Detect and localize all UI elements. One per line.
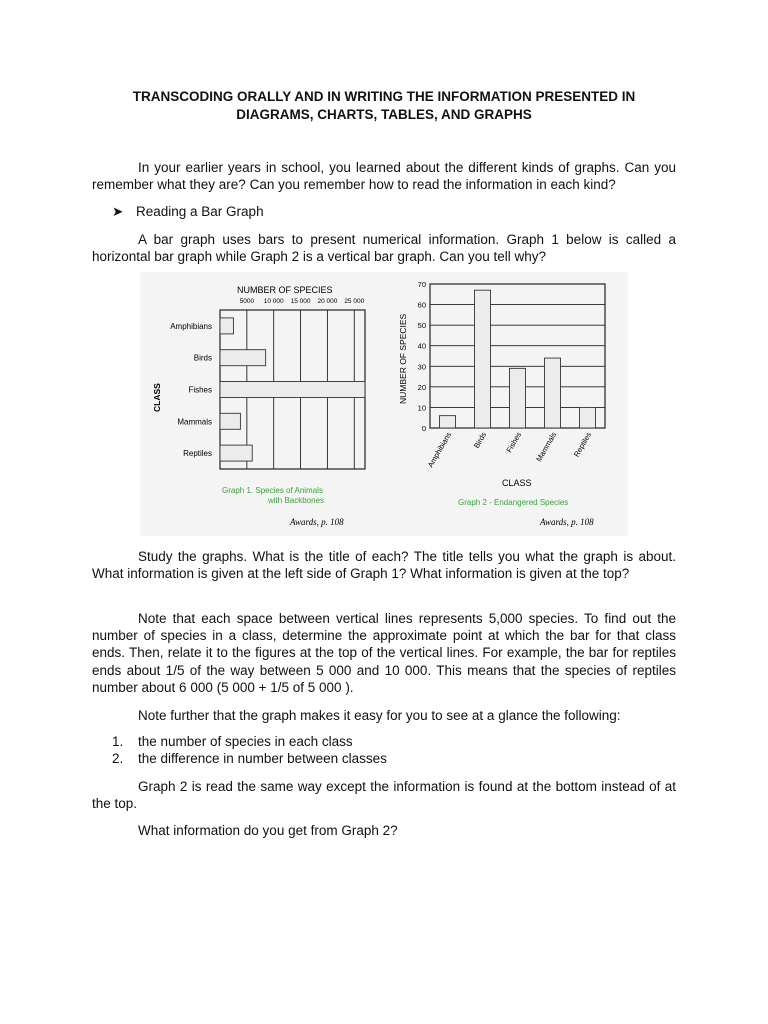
graph1-tick-label: 15 000 <box>290 298 311 305</box>
graph2-category-label: Mammals <box>534 430 559 464</box>
graph1-tick-label: 20 000 <box>317 298 338 305</box>
graph1-category-label: Fishes <box>188 385 212 395</box>
graph1-tick-label: 25 000 <box>344 298 365 305</box>
graph-1 <box>152 285 365 527</box>
graph1-tick-label: 10 000 <box>263 298 284 305</box>
graph1-bar <box>220 318 233 334</box>
graph2-bar <box>440 416 456 428</box>
question-paragraph: What information do you get from Graph 2? <box>138 823 398 838</box>
list-text: the number of species in each class <box>138 734 353 749</box>
graph2-bar <box>475 290 491 428</box>
graphs-figure <box>140 272 628 536</box>
title-line-2: DIAGRAMS, CHARTS, TABLES, AND GRAPHS <box>236 107 532 122</box>
graph2-paragraph: Graph 2 is read the same way except the information is found at the bottom instead of at the top. <box>92 779 676 812</box>
graph2-source: Awards, p. 108 <box>540 517 594 527</box>
graph2-tick-label: 50 <box>417 321 426 331</box>
graph2-tick-label: 20 <box>417 382 426 392</box>
graph1-category-label: Mammals <box>177 417 212 427</box>
list-item <box>112 751 387 766</box>
list-item <box>112 734 353 749</box>
graph1-category-label: Reptiles <box>183 449 212 459</box>
intro-paragraph: In your earlier years in school, you learned about the different kinds of graphs. Can you remember what they are? Can you remember how to read the information in each kind? <box>92 160 676 193</box>
bar-intro-paragraph: A bar graph uses bars to present numerical information. Graph 1 below is called a horizontal bar graph while Graph 2 is a vertical bar graph. Can you tell why? <box>92 232 676 265</box>
graph2-y-label: NUMBER OF SPECIES <box>398 313 408 404</box>
graph2-category-label: Birds <box>471 430 489 450</box>
graph2-tick-label: 70 <box>417 280 426 289</box>
graph2-bar <box>545 358 561 428</box>
graph2-bar <box>580 407 596 428</box>
graph2-tick-label: 10 <box>417 403 426 413</box>
graph1-bar <box>220 382 365 398</box>
list-text: the difference in number between classes <box>138 751 387 766</box>
graph1-bar <box>220 413 240 429</box>
title-line-1: TRANSCODING ORALLY AND IN WRITING THE INFORMATION PRESENTED IN <box>132 89 636 104</box>
graph1-category-label: Amphibians <box>170 321 212 331</box>
graph1-caption-line2: with Backbones <box>268 496 325 505</box>
bullet-label: Reading a Bar Graph <box>136 204 264 219</box>
graph1-y-label: CLASS <box>152 383 162 412</box>
graph1-category-label: Birds <box>193 353 212 363</box>
list-number: 2. <box>112 751 124 766</box>
graph2-tick-label: 60 <box>417 300 426 310</box>
graph-2 <box>398 280 605 527</box>
graph2-tick-label: 30 <box>417 362 426 372</box>
graph1-caption-line1: Graph 1. Species of Animals <box>222 486 323 495</box>
graph1-bar <box>220 445 252 461</box>
graph2-tick-label: 40 <box>417 341 426 351</box>
graph2-category-label: Reptiles <box>571 430 594 459</box>
graphs-svg <box>140 272 628 536</box>
graph2-caption: Graph 2 - Endangered Species <box>458 498 569 507</box>
graph2-bar <box>510 368 526 428</box>
graph1-axis-title: NUMBER OF SPECIES <box>237 285 333 295</box>
note-paragraph: Note that each space between vertical lines represents 5,000 species. To find out the number of species in a class, determine the approximate point at which the bar for that class ends. Then, relate it to the figures at the top of the vertical lines. For example, the bar for reptiles ends about 1/5 of the way between 5 000 and 10 000. This means that the species of reptiles number about 6 000 (5 000 + 1/5 of 5 000 ). <box>92 611 676 695</box>
list-number: 1. <box>112 734 124 749</box>
graph2-x-label: CLASS <box>502 478 532 488</box>
study-paragraph: Study the graphs. What is the title of each? The title tells you what the graph is about. What information is given at the left side of Graph 1? What information is given at the top? <box>92 549 676 582</box>
graph2-tick-label: 0 <box>421 424 426 433</box>
arrow-bullet-icon: ➤ <box>112 204 124 219</box>
graph2-category-label: Amphibians <box>425 430 454 469</box>
graph2-category-label: Fishes <box>504 430 524 455</box>
bullet-reading-bar-graph <box>112 204 264 220</box>
graph1-source: Awards, p. 108 <box>290 517 344 527</box>
graph1-tick-label: 5000 <box>239 298 255 305</box>
graph1-bar <box>220 350 266 366</box>
note-further-paragraph: Note further that the graph makes it easy for you to see at a glance the following: <box>138 708 621 723</box>
page-title <box>60 88 708 124</box>
